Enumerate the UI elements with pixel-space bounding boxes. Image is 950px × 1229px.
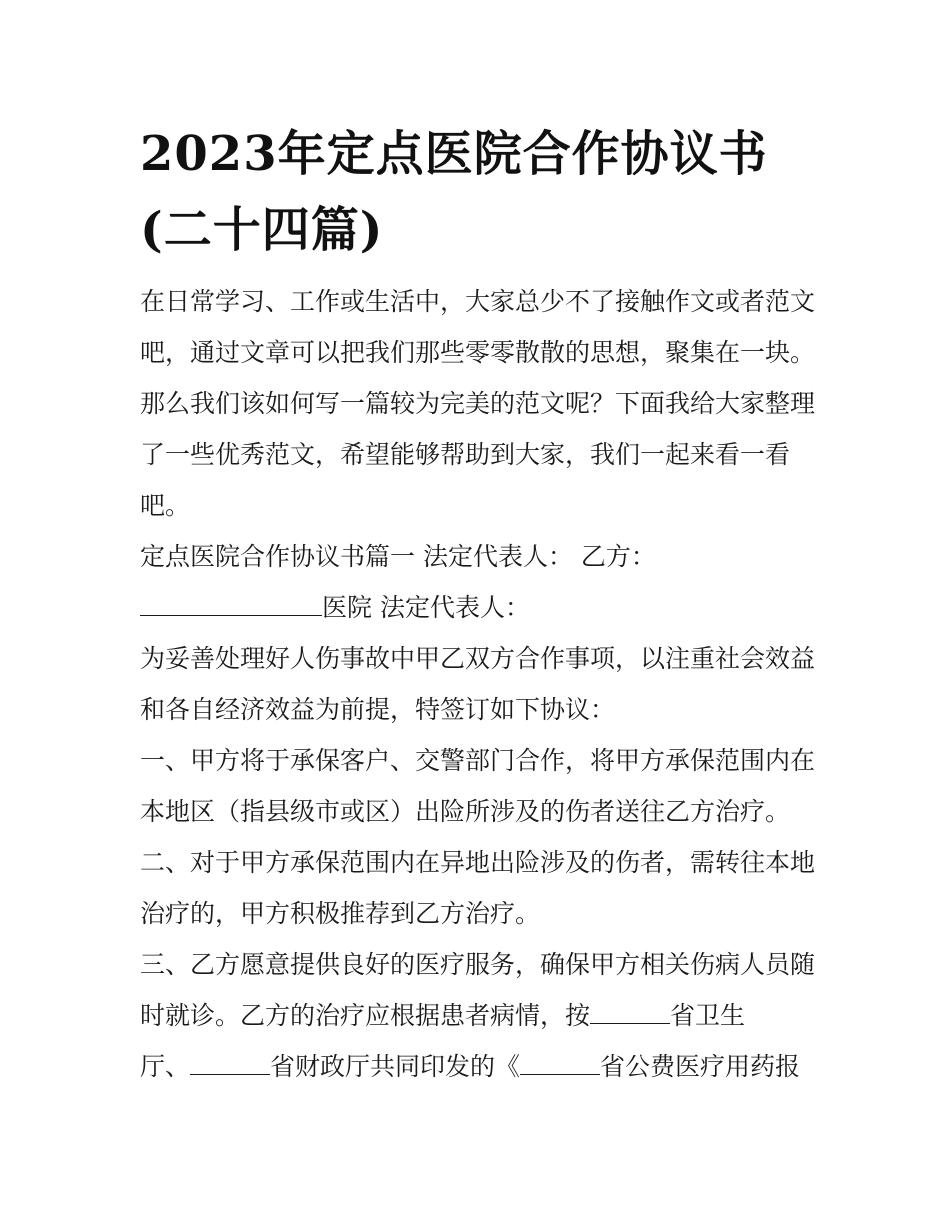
intro-line: 吧。 (140, 491, 191, 520)
intro-line: 在日常学习、工作或生活中，大家总少不了接触作文或者范文 (140, 287, 816, 316)
clause-3-line-2 (140, 990, 820, 1041)
document-body (140, 276, 820, 1092)
clause-3-line-3 (140, 1041, 820, 1092)
title-line-1: 2023年定点医院合作协议书 (140, 126, 768, 182)
province-blank (520, 1048, 600, 1075)
intro-line: 了一些优秀范文，希望能够帮助到大家，我们一起来看一看 (140, 440, 791, 469)
document-title (140, 116, 820, 268)
title-line-2: (二十四篇) (140, 202, 384, 258)
purpose-line: 和各自经济效益为前提，特签订如下协议： (140, 695, 616, 724)
clause-2-line: 治疗的，甲方积极推荐到乙方治疗。 (140, 899, 541, 928)
province-blank (190, 1048, 270, 1075)
clause-3-line-3-mid: 省财政厅共同印发的《 (270, 1052, 521, 1081)
purpose-line: 为妥善处理好人伤事故中甲乙双方合作事项，以注重社会效益 (140, 644, 816, 673)
clause-3-line-3-prefix: 厅、 (140, 1052, 191, 1081)
clause-3-line-3-suffix: 省公费医疗用药报 (600, 1052, 801, 1081)
party-name-blank (140, 589, 322, 616)
clause-3-line-1: 三、乙方愿意提供良好的医疗服务，确保甲方相关伤病人员随 (140, 950, 816, 979)
intro-line: 那么我们该如何写一篇较为完美的范文呢？下面我给大家整理 (140, 389, 816, 418)
clause-1-line: 本地区（指县级市或区）出险所涉及的伤者送往乙方治疗。 (140, 797, 791, 826)
province-blank (590, 997, 670, 1024)
clause-3-line-2-prefix: 时就诊。乙方的治疗应根据患者病情，按 (140, 1001, 591, 1030)
party-line-suffix: 医院 法定代表人： (322, 593, 530, 622)
section-heading: 定点医院合作协议书篇一 法定代表人： 乙方： (140, 542, 656, 571)
party-line (140, 582, 820, 633)
clause-3-line-2-suffix: 省卫生 (670, 1001, 746, 1030)
clause-2-line: 二、对于甲方承保范围内在异地出险涉及的伤者，需转往本地 (140, 848, 816, 877)
intro-line: 吧，通过文章可以把我们那些零零散散的思想，聚集在一块。 (140, 338, 816, 367)
clause-1-line: 一、甲方将于承保客户、交警部门合作，将甲方承保范围内在 (140, 746, 816, 775)
